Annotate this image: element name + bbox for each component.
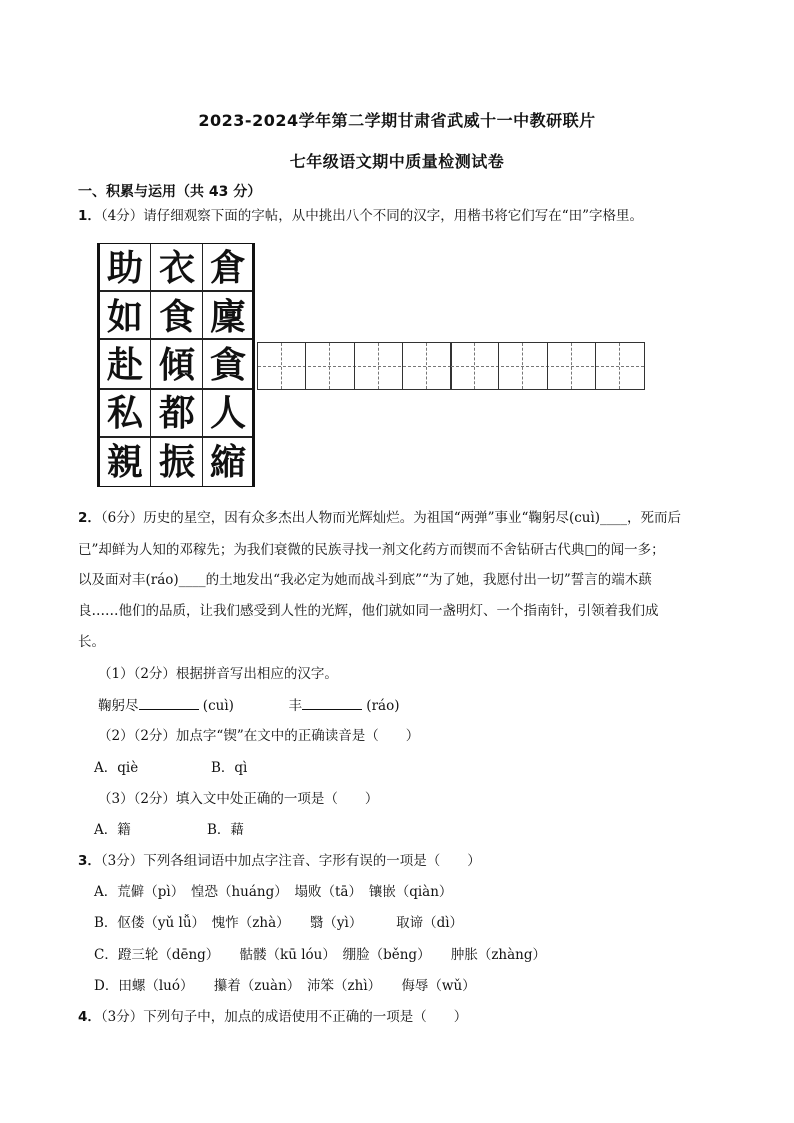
q2-sub3-option-b[interactable]: B．藉 <box>207 822 244 838</box>
calligraphy-char: 衣 <box>158 247 195 290</box>
calligraphy-char: 私 <box>106 392 143 435</box>
q4-score: （3分） <box>100 1009 144 1025</box>
section-heading: 一、积累与运用（共 43 分） <box>78 184 262 200</box>
q3-option-c[interactable]: C．蹬三轮（dēng） 骷髅（kū lóu） 绷脸（běng） 肿胀（zhàng） <box>94 947 547 963</box>
q2-sub1-label: （1）（2分）根据拼音写出相应的汉字。 <box>98 666 338 682</box>
q2-passage-line: 历史的星空，因有众多杰出人物而光辉灿烂。为祖国“两弹”事业“鞠躬尽(cuì)____，死而后 <box>143 510 682 526</box>
q3-option-d[interactable]: D．田螺（luó） 攥着（zuàn） 沛笨（zhì） 侮辱（wǔ） <box>94 978 476 994</box>
q2-sub3-label: （3）（2分）填入文中处正确的一项是（ ） <box>98 791 379 807</box>
q3-score: （3分） <box>100 853 144 869</box>
question-2-line-1 <box>78 508 681 528</box>
calligraphy-char: 倉 <box>209 247 246 290</box>
q2-sub2-option-a[interactable]: A．qiè <box>94 760 139 776</box>
tianzige-grid-left[interactable] <box>257 342 452 390</box>
q4-text: 下列句子中，加点的成语使用不正确的一项是（ ） <box>143 1009 468 1025</box>
calligraphy-char: 傾 <box>158 343 195 386</box>
title-line-2: 七年级语文期中质量检测试卷 <box>289 152 505 171</box>
calligraphy-copybook <box>97 243 255 487</box>
q3-number: 3． <box>78 853 101 869</box>
q2-sub2-label: （2）（2分）加点字“锲”在文中的正确读音是（ ） <box>98 728 420 744</box>
calligraphy-column-right <box>203 244 253 486</box>
q2-passage-line: 长。 <box>78 634 105 650</box>
q2-passage-line: 良……他们的品质，让我们感受到人性的光辉，他们就如同一盏明灯、一个指南针，引领着我们成 <box>78 603 659 619</box>
q1-number: 1． <box>78 208 101 224</box>
q2-sub1-answer-row <box>98 695 399 716</box>
q2-sub1-word1: 鞠躬尽 <box>98 698 139 714</box>
question-4 <box>78 1007 467 1027</box>
answer-blank[interactable] <box>302 695 362 710</box>
q2-sub1-pinyin1: (cuì) <box>202 698 234 714</box>
calligraphy-char: 貪 <box>209 343 246 386</box>
q2-sub1-pinyin2: (ráo) <box>366 698 400 714</box>
q2-passage-line: 以及面对丰(ráo)____的土地发出“我必定为她而战斗到底”“为了她，我愿付出一切”誓言的端木蕻 <box>78 572 652 588</box>
calligraphy-column-left <box>100 244 150 486</box>
calligraphy-column-middle <box>152 244 202 486</box>
q2-sub1-word2: 丰 <box>288 698 302 714</box>
question-3 <box>78 851 481 871</box>
tianzige-grid-right[interactable] <box>450 342 645 390</box>
calligraphy-char: 如 <box>106 295 143 338</box>
q2-number: 2． <box>78 510 101 526</box>
q3-option-a[interactable]: A．荒僻（pì） 惶恐（huáng） 塌败（tā） 镶嵌（qiàn） <box>94 884 453 900</box>
calligraphy-char: 振 <box>158 440 195 483</box>
calligraphy-char: 都 <box>158 392 195 435</box>
calligraphy-char: 縮 <box>209 440 246 483</box>
calligraphy-char: 赴 <box>106 343 143 386</box>
calligraphy-char: 食 <box>158 295 195 338</box>
calligraphy-char: 廩 <box>209 295 246 338</box>
q2-score: （6分） <box>100 510 144 526</box>
q2-passage-line: 已”却鲜为人知的邓稼先；为我们衰微的民族寻找一剂文化药方而锲而不舍钻研古代典□的闻一多； <box>78 542 665 558</box>
q1-score: （4分） <box>100 208 144 224</box>
calligraphy-char: 親 <box>106 440 143 483</box>
title-line-1: 2023-2024学年第二学期甘肃省武威十一中教研联片 <box>198 111 596 130</box>
q4-number: 4． <box>78 1009 101 1025</box>
calligraphy-char: 助 <box>106 247 143 290</box>
question-1 <box>78 206 643 226</box>
answer-blank[interactable] <box>139 695 199 710</box>
q2-sub3-option-a[interactable]: A．籍 <box>94 822 131 838</box>
q3-option-b[interactable]: B．伛偻（yǔ lǚ） 愧怍（zhà） 翳（yì） 取谛（dì） <box>94 915 464 931</box>
calligraphy-char: 人 <box>209 392 246 435</box>
q3-text: 下列各组词语中加点字注音、字形有误的一项是（ ） <box>143 853 481 869</box>
q1-text: 请仔细观察下面的字帖，从中挑出八个不同的汉字，用楷书将它们写在“田”字格里。 <box>143 208 644 224</box>
q2-sub2-option-b[interactable]: B．qì <box>211 760 248 776</box>
